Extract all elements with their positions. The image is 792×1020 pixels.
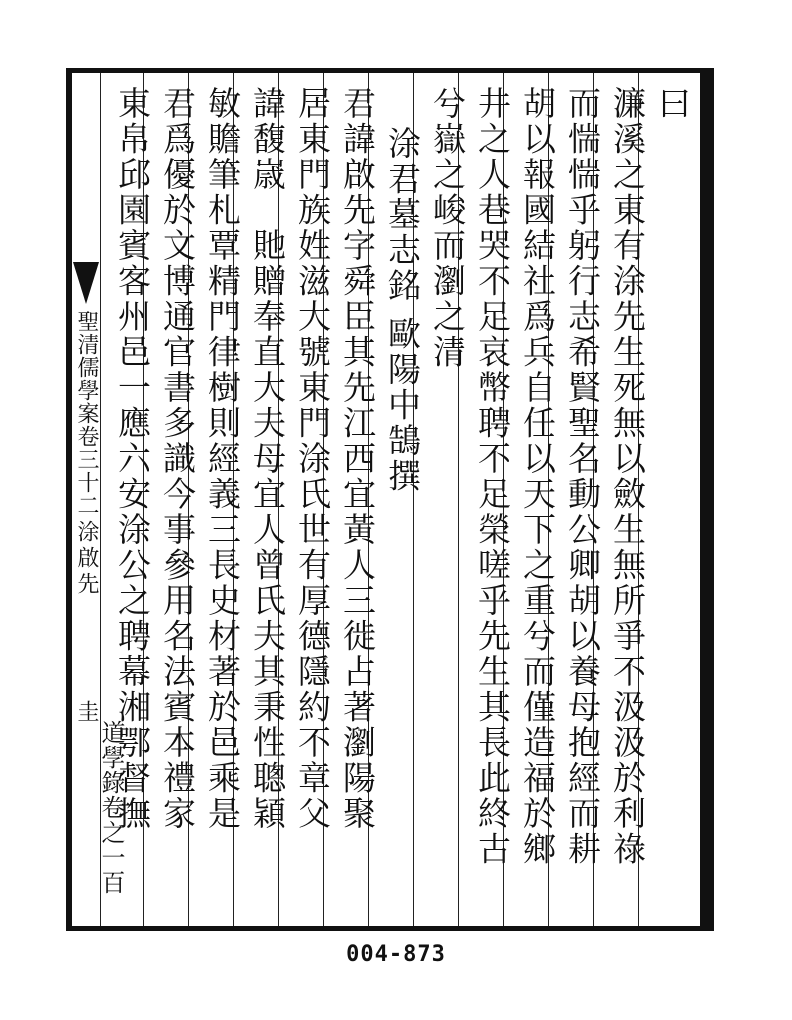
text-column: 居東門族姓滋大號東門涂氏世有厚德隱約不章父 [293,86,332,832]
text-column: 諱馥𡻕 貤贈奉直大夫母宜人曾氏夫其秉性聰穎 [248,86,287,832]
frame-border-right [700,68,714,930]
frame-border-top [66,68,712,73]
fold-page-marker: 圭 [74,700,99,722]
text-column-heading: 涂君墓志銘 歐陽中鵠撰 [383,126,422,494]
text-column: 而惴惴乎躬行志希賢聖名動公卿胡以養母抱經而耕 [563,86,602,867]
frame-border-bottom [66,926,714,931]
text-column: 胡以報國結社爲兵自任以天下之重兮而僅造福於鄉 [518,86,557,867]
text-column: 君爲優於文博通官書多識今事參用名法賓本禮家 [158,86,197,832]
text-column: 兮嶽之峻而瀏之清 [428,86,467,370]
text-column: 東帛邱園賓客州邑一應六安涂公之聘幕湘鄂督撫 [113,86,152,832]
text-column: 敏贍筆札覃精門律樹則經義三長史材著於邑乘是 [203,86,242,832]
text-column: 君諱啟先字舜臣其先江西宜黃人三徙占著瀏陽聚 [338,86,377,832]
text-column: 井之人巷哭不足哀幣聘不足榮嗟乎先生其長此終古 [473,86,512,867]
fold-section-name: 涂啟先 [74,520,99,598]
footer-reference: 道學錄卷之一百 [97,720,125,895]
page-number: 004-873 [346,942,446,967]
fold-book-title: 聖清儒學案卷三十二 [74,310,99,517]
text-column: 濂溪之東有涂先生死無以斂生無所爭不汲汲於利祿 [608,86,647,867]
text-column: 曰 [653,86,692,122]
fish-tail-marker [73,262,99,304]
